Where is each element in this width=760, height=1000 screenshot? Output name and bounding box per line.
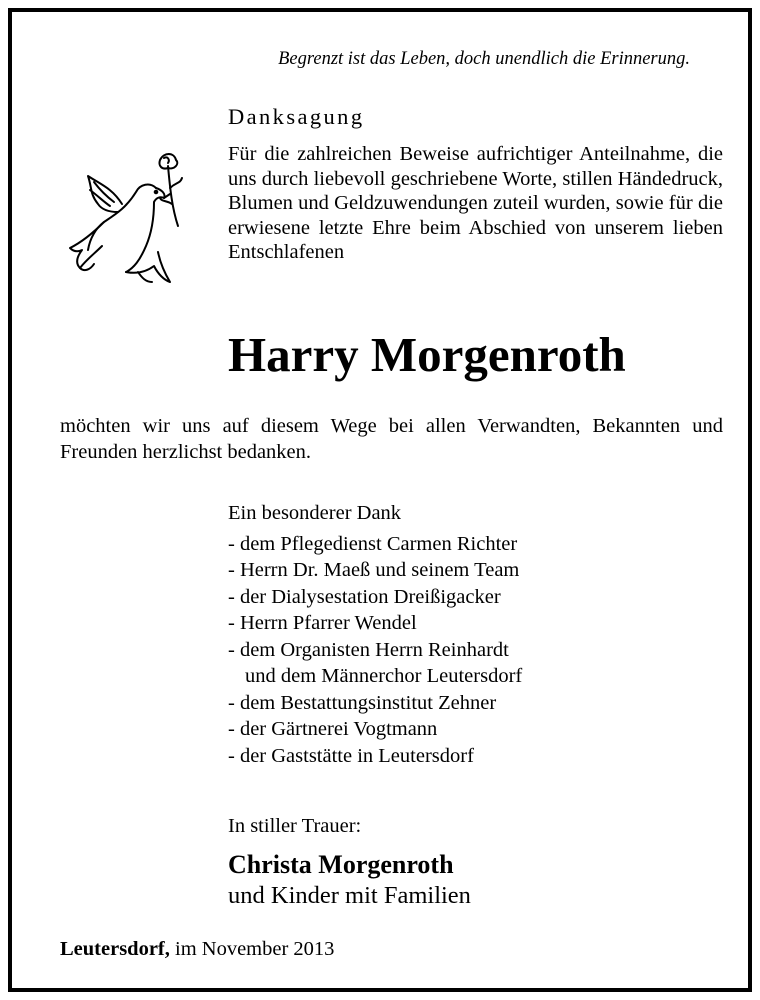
list-item: - Herrn Pfarrer Wendel [228,612,417,634]
mourning-label: In stiller Trauer: [228,815,362,837]
list-item: - der Gaststätte in Leutersdorf [228,744,474,767]
footer-place-date [60,936,334,962]
motto: Begrenzt ist das Leben, doch unendlich die Erinnerung. [278,49,690,69]
special-thanks-list [228,531,728,770]
special-thanks-section [228,500,728,769]
list-item: und dem Männerchor Leutersdorf [245,665,523,687]
mourner-name: Christa Morgenroth [228,850,454,879]
footer-date: im November 2013 [175,938,335,960]
dove-with-rose-icon [60,148,200,288]
list-item: - dem Bestattungsinstitut Zehner [228,691,497,714]
thanks-text: möchten wir uns auf diesem Wege bei allen Verwandten, Bekannten und Freunden herzlichst bedanken. [60,415,723,463]
special-thanks-title: Ein besonderer Dank [228,502,402,524]
intro-text: Für die zahlreichen Beweise aufrichtiger Anteilnahme, die uns durch liebevoll geschriebene Worte, stillen Händedruck, Blumen und Geldzuwendungen zuteil wurden, sowie für die erwiesene letzte Ehre beim Abschied von unserem lieben Entschlafenen [228,143,723,263]
mourner-family: und Kinder mit Familien [228,882,471,909]
heading-danksagung: Danksagung [228,104,365,129]
list-item: - dem Pflegedienst Carmen Richter [228,532,518,555]
list-item: - der Dialysestation Dreißigacker [228,585,501,608]
notice-frame [8,8,752,992]
list-item: - dem Organisten Herrn Reinhardt [228,638,509,661]
list-item: - der Gärtnerei Vogtmann [228,718,438,740]
footer-place: Leutersdorf, [60,938,170,960]
deceased-name: Harry Morgenroth [228,327,626,382]
list-item: - Herrn Dr. Maeß und seinem Team [228,559,520,581]
